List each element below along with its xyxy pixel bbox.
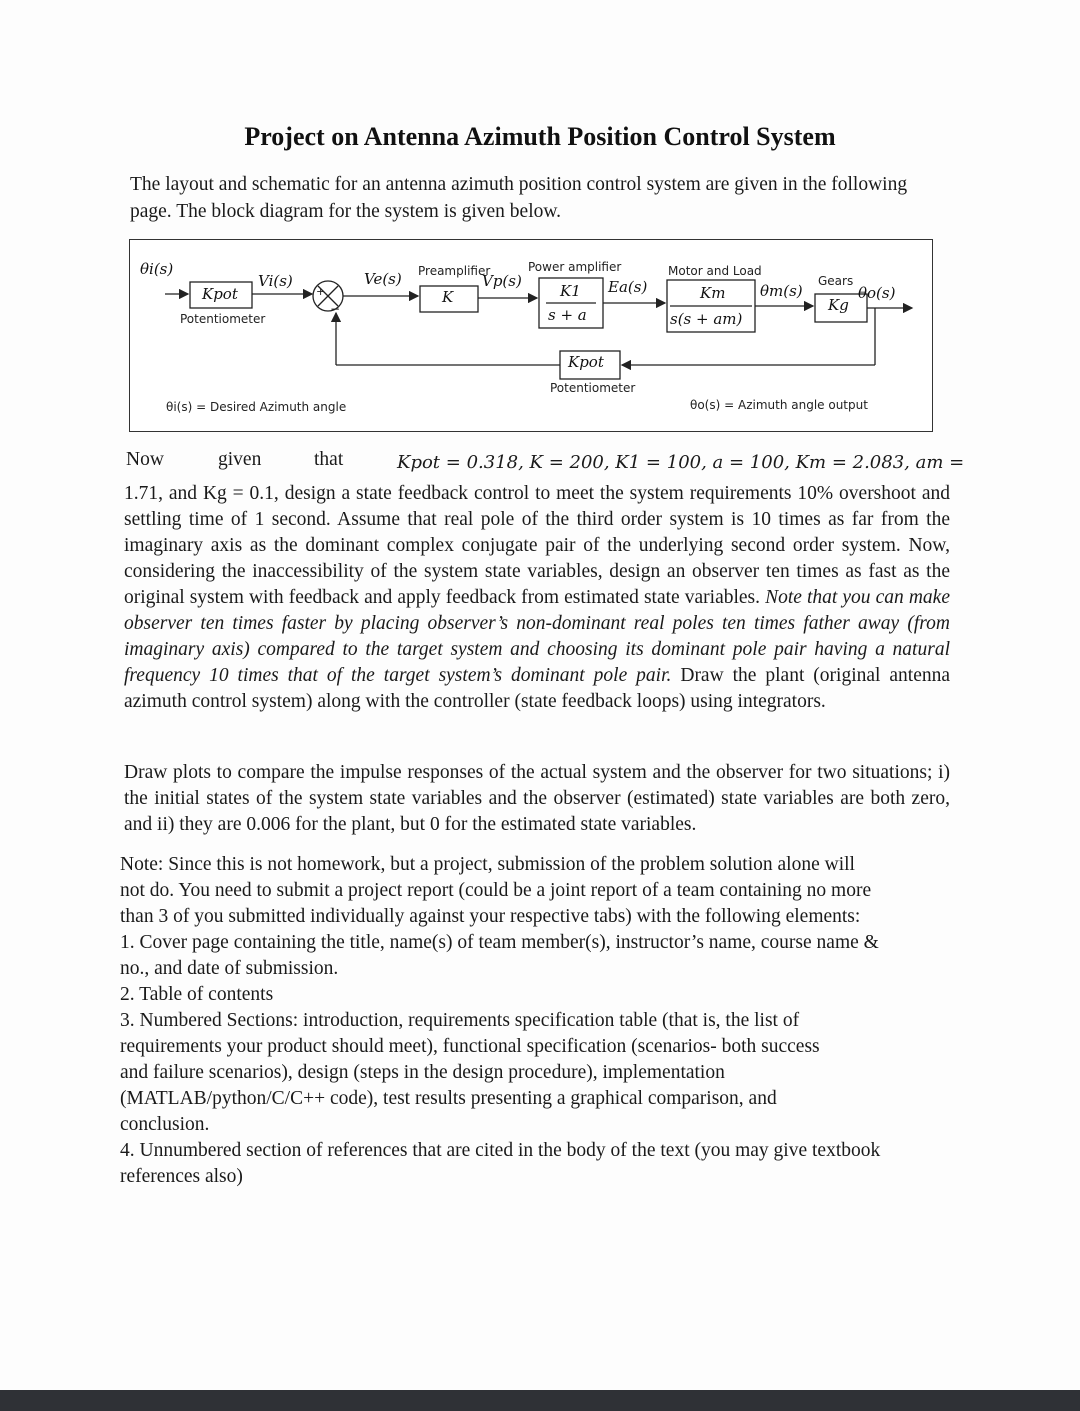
main-paragraph-note: Note that you can make observer ten times faster by placing observer’s non-dominant real poles ten times father away (from imaginary axis) compared to the target system and choosing its dominant pole pair having a natural frequency 10 times that of the target system’s dominant pole pair.: [124, 587, 950, 686]
minus-sign: −: [330, 302, 341, 316]
vi-label: Vi(s): [258, 272, 293, 290]
power-amplifier-label: Power amplifier: [528, 260, 622, 274]
bottom-bar: [0, 1390, 1080, 1411]
page-title: Project on Antenna Azimuth Position Control System: [244, 122, 836, 151]
motor-denominator: s(s + am): [670, 310, 743, 328]
plots-paragraph: Draw plots to compare the impulse responses of the actual system and the observer for two situations; i) the initial states of the system state variables and the observer (estimated) state variables are both zero, and ii) they are 0.006 for the plant, but 0 for the estimated state variables.: [124, 762, 950, 835]
theta-o-label: θo(s): [858, 284, 896, 302]
power-amp-numerator: K1: [560, 282, 581, 300]
list-item-3d: (MATLAB/python/C/C++ code), test results presenting a graphical comparison, and: [120, 1088, 777, 1109]
intro-paragraph: The layout and schematic for an antenna azimuth position control system are given in the following page. The block diagram for the system is given below.: [130, 174, 908, 222]
note-section: [120, 852, 950, 1190]
k-block-label: K: [442, 288, 454, 306]
list-item-2: 2. Table of contents: [120, 984, 274, 1005]
preamplifier-label: Preamplifier: [418, 264, 491, 278]
main-paragraph-end: Draw the plant (original antenna azimuth control system) along with the controller (state feedback loops) using integrators.: [124, 665, 951, 712]
givens-line: [124, 449, 965, 479]
note-line-3: than 3 of you submitted individually against your respective tabs) with the following elements:: [120, 906, 861, 927]
gears-label: Gears: [818, 274, 854, 288]
kpot-feedback-label: Kpot: [568, 353, 604, 371]
legend-desired: θi(s) = Desired Azimuth angle: [166, 400, 347, 414]
note-line-2: not do. You need to submit a project report (could be a joint report of a team containing no more: [120, 880, 872, 901]
main-paragraph: [124, 481, 950, 715]
list-item-3b: requirements your product should meet), functional specification (scenarios- both success: [120, 1036, 820, 1057]
word-given: given: [218, 449, 262, 470]
potentiometer-input-label: Potentiometer: [180, 312, 266, 326]
list-item-4b: references also): [120, 1166, 243, 1187]
kpot-input-label: Kpot: [202, 285, 238, 303]
kg-block-label: Kg: [828, 296, 849, 314]
word-now: Now: [126, 449, 164, 470]
legend-output: θo(s) = Azimuth angle output: [690, 398, 868, 412]
block-diagram: [129, 239, 933, 432]
ea-label: Ea(s): [608, 278, 648, 296]
list-item-3e: conclusion.: [120, 1114, 210, 1135]
list-item-1a: 1. Cover page containing the title, name(s) of team member(s), instructor’s name, course name &: [120, 932, 879, 953]
list-item-3c: and failure scenarios), design (steps in the design procedure), implementation: [120, 1062, 725, 1083]
list-item-1b: no., and date of submission.: [120, 958, 339, 979]
motor-numerator: Km: [700, 284, 726, 302]
vp-label: Vp(s): [482, 272, 522, 290]
potentiometer-feedback-label: Potentiometer: [550, 381, 636, 395]
main-paragraph-text: 1.71, and Kg = 0.1, design a state feedback control to meet the system requirements 10% overshoot and settling time of 1 second. Assume that real pole of the third order system is 10 times as far from the imaginary axis as the dominant complex conjugate pair of the underlying second order system. Now, considering the inaccessibility of the system state variables, design an observer ten times as fast as the original system with feedback and apply feedback from estimated state variables.: [124, 483, 950, 608]
word-that: that: [314, 449, 344, 470]
list-item-3a: 3. Numbered Sections: introduction, requirements specification table (that is, the list of: [120, 1010, 800, 1031]
ve-label: Ve(s): [364, 270, 402, 288]
theta-m-label: θm(s): [760, 282, 803, 300]
plus-sign: +: [316, 285, 326, 298]
power-amp-denominator: s + a: [548, 306, 587, 324]
theta-i-input-label: θi(s): [140, 260, 174, 278]
list-item-4a: 4. Unnumbered section of references that are cited in the body of the text (you may give textbook: [120, 1140, 881, 1161]
given-values: Kpot = 0.318, K = 200, K1 = 100, a = 100, Km = 2.083, am =: [397, 452, 965, 473]
motor-load-label: Motor and Load: [668, 264, 762, 278]
note-line-1: Note: Since this is not homework, but a project, submission of the problem solution alone will: [120, 854, 855, 875]
